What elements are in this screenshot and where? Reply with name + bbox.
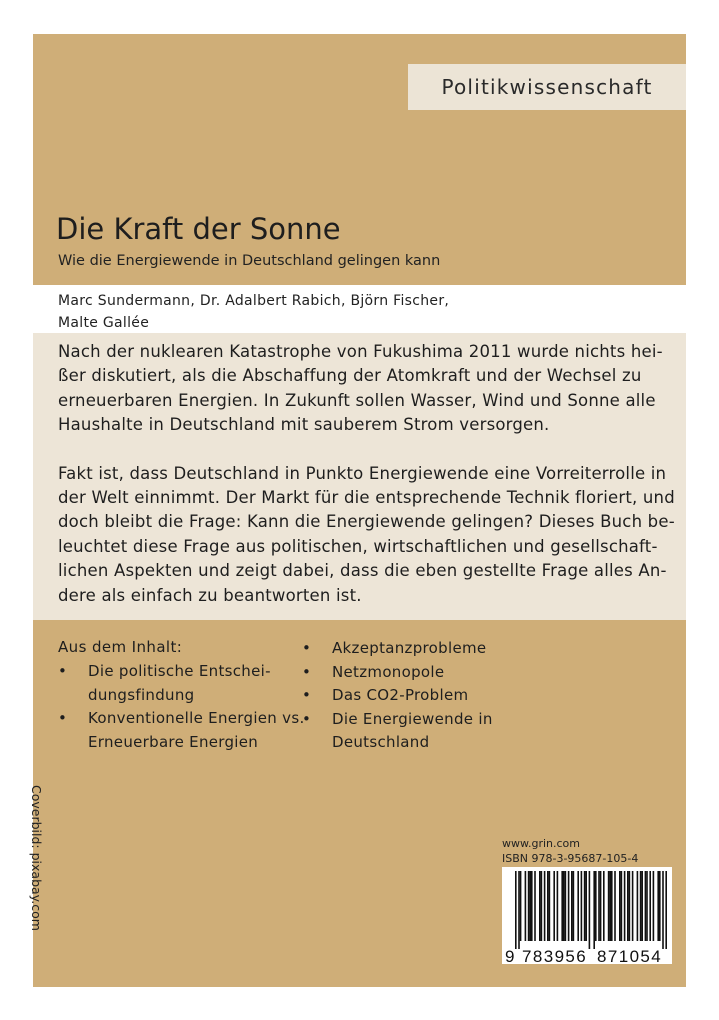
barcode-first-digit: 9 [505, 947, 515, 964]
cover-image-credit [29, 785, 60, 931]
blurb-line: Haushalte in Deutschland mit sauberem Strom versorgen. [58, 415, 550, 435]
category-label: Politikwissenschaft [408, 64, 686, 110]
barcode-bar [629, 871, 631, 941]
bullet-icon: • [58, 662, 68, 680]
contents-item [58, 707, 305, 754]
author-list [58, 290, 449, 334]
blurb-line: Nach der nuklearen Katastrophe von Fukushima 2011 wurde nichts hei- [58, 342, 663, 361]
barcode-bar [640, 871, 642, 941]
bullet-icon: • [302, 686, 312, 704]
barcode-bar [541, 871, 543, 941]
barcode-bar [653, 871, 655, 941]
barcode-bar [624, 871, 626, 941]
barcode-bar [627, 871, 629, 941]
barcode-bar [549, 871, 551, 941]
barcode-bar [515, 871, 517, 949]
barcode-bar [568, 871, 570, 941]
contents-item-line: dungsfindung [88, 685, 195, 704]
barcode-bar [641, 871, 643, 941]
contents-item-line: Das CO2-Problem [332, 686, 469, 704]
barcode-bar [528, 871, 530, 941]
contents-item-line: Akzeptanzprobleme [332, 639, 487, 657]
barcode-bar [544, 871, 546, 941]
credit-text: Coverbild: pixabay.com [29, 785, 44, 931]
contents-item [58, 660, 305, 707]
bullet-icon: • [302, 709, 312, 728]
barcode-bar [589, 871, 591, 949]
blurb-line: leuchtet diese Frage aus politischen, wirtschaftlichen und gesellschaft- [58, 536, 658, 556]
contents-list-right [302, 637, 493, 755]
author-line: Marc Sundermann, Dr. Adalbert Rabich, Björn Fischer, [58, 293, 450, 309]
bullet-icon: • [302, 662, 312, 681]
barcode-bar [561, 871, 563, 941]
barcode-bar [585, 871, 587, 941]
barcode-left-digits: 783956 [522, 947, 588, 964]
barcode-bar [531, 871, 533, 941]
barcode-bar [608, 871, 610, 941]
barcode-bar [534, 871, 536, 941]
barcode-bar [603, 871, 605, 941]
contents-item [302, 661, 493, 685]
barcode-bar [557, 871, 559, 941]
barcode-bar [657, 871, 659, 941]
blurb-line: ßer diskutiert, als die Abschaffung der Atomkraft und der Wechsel zu [58, 366, 642, 386]
barcode-bar [609, 871, 611, 941]
barcode-bar [649, 871, 651, 941]
contents-item [302, 637, 493, 661]
contents-item [302, 708, 493, 755]
barcode-bar [593, 871, 595, 949]
blurb-text [58, 340, 675, 608]
barcode-bar [598, 871, 600, 941]
contents-item-line: Die politische Entschei- [88, 662, 271, 680]
book-title: Die Kraft der Sonne [56, 212, 341, 246]
barcode-bar [563, 871, 565, 941]
contents-item [302, 684, 493, 708]
barcode-bar [547, 871, 549, 941]
isbn-number: ISBN 978-3-95687-105-4 [502, 852, 639, 865]
contents-item-line: Deutschland [332, 733, 430, 751]
contents-item-line: Konventionelle Energien vs. [88, 709, 305, 727]
barcode-bar [659, 871, 661, 941]
book-subtitle: Wie die Energiewende in Deutschland gelingen kann [58, 253, 441, 269]
barcode-bar [573, 871, 575, 941]
blurb-line: doch bleibt die Frage: Kann die Energiewende gelingen? Dieses Buch be- [58, 512, 675, 532]
contents-heading: Aus dem Inhalt: [58, 638, 183, 656]
barcode-bar [581, 871, 583, 941]
barcode-bar [665, 871, 667, 949]
barcode-right-digits: 871054 [597, 947, 663, 964]
barcode-bar [518, 871, 520, 949]
blurb-paragraph [58, 340, 663, 438]
contents-item-line: Erneuerbare Energien [88, 732, 259, 751]
blurb-line: Fakt ist, dass Deutschland in Punkto Energiewende eine Vorreiterrolle in [58, 463, 667, 483]
barcode-icon [502, 867, 672, 964]
barcode-block [502, 836, 672, 966]
barcode-bar [525, 871, 527, 941]
barcode-bar [611, 871, 613, 941]
barcode-bar [584, 871, 586, 941]
barcode-bar [595, 871, 597, 941]
barcode-bar [571, 871, 573, 941]
isbn-info [502, 836, 672, 866]
barcode-bar [646, 871, 648, 941]
blurb-line: dere als einfach zu beantworten ist. [58, 585, 362, 605]
barcode-bar [600, 871, 602, 941]
barcode-bar [637, 871, 639, 941]
blurb-line: der Welt einnimmt. Der Markt für die entsprechende Technik floriert, und [58, 488, 675, 508]
barcode-bar [662, 871, 664, 949]
barcode-bar [553, 871, 555, 941]
contents-item-line: Netzmonopole [332, 662, 445, 681]
barcode-bar [577, 871, 579, 941]
bullet-icon: • [302, 639, 312, 657]
bullet-icon: • [58, 709, 68, 727]
barcode-bar [614, 871, 616, 941]
barcode-bar [621, 871, 623, 941]
barcode-bar [539, 871, 541, 941]
blurb-paragraph [58, 462, 675, 608]
barcode-bar [529, 871, 531, 941]
author-line: Malte Gallée [58, 315, 150, 331]
barcode-bar [565, 871, 567, 941]
barcode-bar [645, 871, 647, 941]
barcode-bar [632, 871, 634, 941]
barcode-bar [619, 871, 621, 941]
blurb-line: lichen Aspekten und zeigt dabei, dass die eben gestellte Frage alles An- [58, 561, 667, 581]
contents-item-line: Die Energiewende in [332, 709, 493, 728]
barcode-bar [520, 871, 522, 941]
blurb-line: erneuerbaren Energien. In Zukunft sollen Wasser, Wind und Sonne alle [58, 390, 656, 410]
publisher-url: www.grin.com [502, 837, 580, 850]
contents-list-left [58, 660, 305, 754]
